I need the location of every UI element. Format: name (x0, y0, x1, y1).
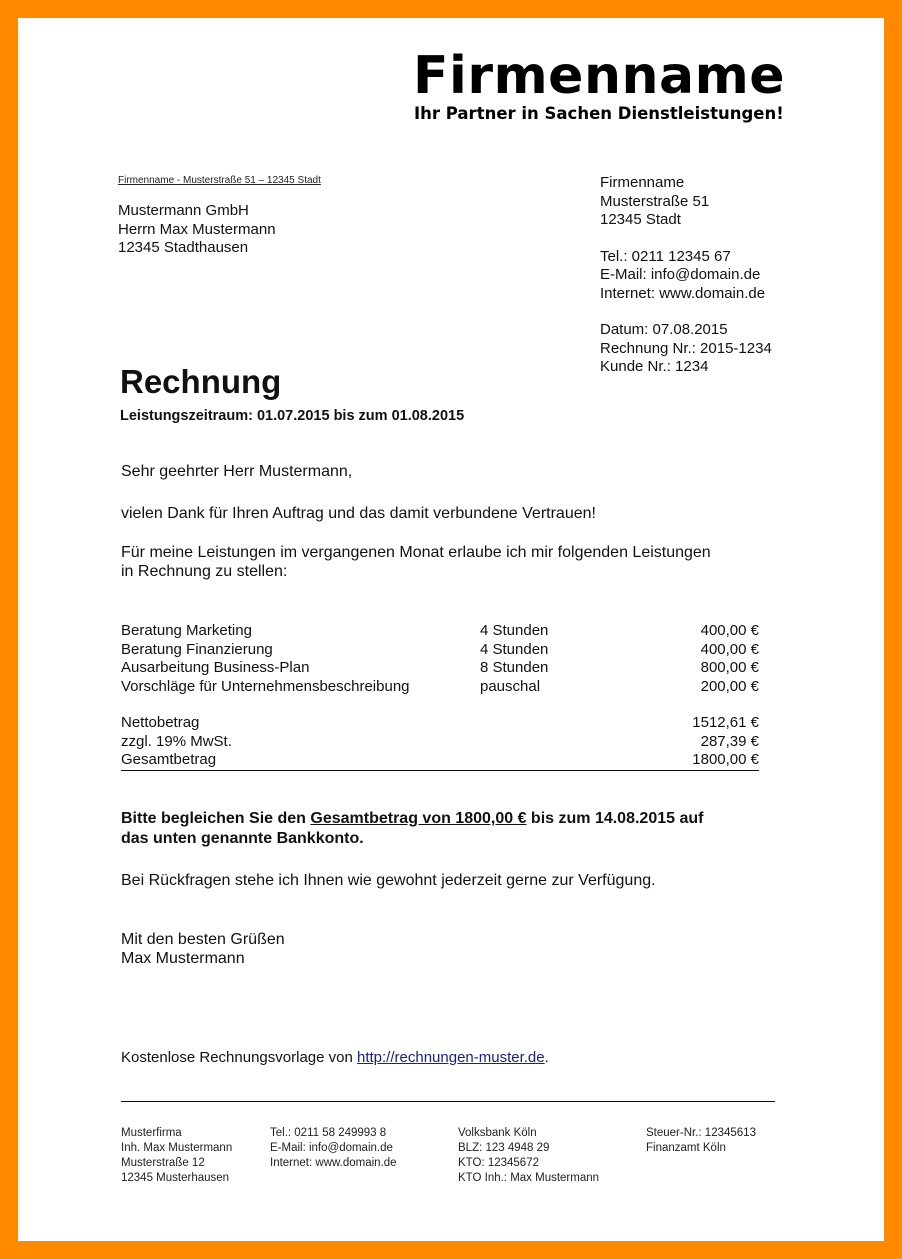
invoice-number: Rechnung Nr.: 2015-1234 (600, 339, 772, 357)
signature-name: Max Mustermann (121, 950, 245, 967)
company-name: Firmenname (413, 46, 786, 106)
item-description: Vorschläge für Unternehmensbeschreibung (121, 677, 410, 695)
footer-line: Tel.: 0211 58 249993 8 (270, 1127, 387, 1139)
footer-line: KTO: 12345672 (458, 1157, 539, 1169)
sender-block (600, 174, 772, 377)
payment-request (121, 809, 703, 849)
line-item (121, 622, 759, 641)
sender-website: Internet: www.domain.de (600, 284, 766, 302)
footer-line: Steuer-Nr.: 12345613 (646, 1127, 756, 1139)
net-row (121, 714, 759, 733)
footer-line: BLZ: 123 4948 29 (458, 1142, 550, 1154)
sender-phone: Tel.: 0211 12345 67 (600, 247, 731, 265)
net-amount: 1512,61 € (692, 714, 759, 731)
template-link[interactable]: http://rechnungen-muster.de (357, 1049, 545, 1066)
customer-number: Kunde Nr.: 1234 (600, 358, 709, 375)
invoice-page (18, 18, 884, 1241)
gross-row (121, 751, 759, 771)
gross-amount: 1800,00 € (692, 751, 759, 768)
footnote-suffix: . (544, 1049, 549, 1066)
intro-text (121, 543, 711, 581)
footer-line: Finanzamt Köln (646, 1142, 726, 1154)
closing-phrase: Mit den besten Grüßen (121, 931, 285, 948)
intro-line: Für meine Leistungen im vergangenen Monat erlaube ich mir folgenden Leistungen (121, 544, 711, 561)
template-footnote (121, 1049, 549, 1066)
footer-tax (646, 1126, 756, 1156)
sender-street: Musterstraße 51 (600, 192, 710, 210)
recipient-company: Mustermann GmbH (118, 202, 249, 219)
line-item (121, 659, 759, 678)
item-amount: 200,00 € (700, 677, 759, 695)
item-amount: 800,00 € (700, 659, 759, 676)
company-tagline: Ihr Partner in Sachen Dienstleistungen! (414, 104, 784, 123)
footer-line: Musterstraße 12 (121, 1157, 205, 1169)
payment-text: Bitte begleichen Sie den (121, 810, 311, 827)
return-address-line: Firmenname - Musterstraße 51 – 12345 Stadt (118, 175, 321, 186)
closing-block (121, 930, 285, 968)
vat-row (121, 733, 759, 752)
recipient-address (118, 202, 276, 258)
service-period: Leistungszeitraum: 01.07.2015 bis zum 01.08.2015 (120, 408, 465, 424)
net-label: Nettobetrag (121, 714, 200, 731)
line-item (121, 678, 759, 697)
footer-line: KTO Inh.: Max Mustermann (458, 1172, 600, 1184)
item-quantity: pauschal (480, 677, 541, 695)
footer-line: Inh. Max Mustermann (121, 1142, 233, 1154)
salutation: Sehr geehrter Herr Mustermann, (121, 463, 353, 480)
totals-block (121, 714, 759, 771)
footer-divider (121, 1101, 775, 1102)
item-quantity: 4 Stunden (480, 640, 549, 658)
footer-line: Internet: www.domain.de (270, 1157, 397, 1169)
recipient-city: 12345 Stadthausen (118, 239, 249, 256)
footer-company (121, 1126, 232, 1186)
sender-city: 12345 Stadt (600, 211, 681, 228)
payment-text: bis zum 14.08.2015 auf (526, 810, 704, 827)
footer-line: 12345 Musterhausen (121, 1172, 230, 1184)
document-title: Rechnung (120, 363, 282, 400)
item-quantity: 4 Stunden (480, 622, 549, 639)
footnote-text: Kostenlose Rechnungsvorlage von (121, 1049, 357, 1066)
vat-label: zzgl. 19% MwSt. (121, 732, 232, 750)
item-description: Beratung Finanzierung (121, 640, 273, 658)
thanks-text: vielen Dank für Ihren Auftrag und das damit verbundene Vertrauen! (121, 505, 596, 522)
sender-name: Firmenname (600, 174, 685, 191)
line-items (121, 622, 759, 696)
line-item (121, 641, 759, 660)
recipient-person: Herrn Max Mustermann (118, 220, 276, 238)
item-amount: 400,00 € (700, 622, 759, 639)
gross-label: Gesamtbetrag (121, 751, 217, 768)
footer-bank (458, 1126, 599, 1186)
questions-text: Bei Rückfragen stehe ich Ihnen wie gewohnt jederzeit gerne zur Verfügung. (121, 872, 656, 889)
intro-line: in Rechnung zu stellen: (121, 563, 288, 580)
item-quantity: 8 Stunden (480, 659, 549, 676)
payment-total-highlight: Gesamtbetrag von 1800,00 € (310, 810, 527, 827)
footer-line: E-Mail: info@domain.de (270, 1142, 393, 1154)
item-description: Ausarbeitung Business-Plan (121, 659, 310, 676)
payment-text: das unten genannte Bankkonto. (121, 830, 364, 847)
item-description: Beratung Marketing (121, 622, 252, 639)
footer-contact (270, 1126, 397, 1171)
item-amount: 400,00 € (700, 640, 759, 658)
footer-line: Volksbank Köln (458, 1127, 537, 1139)
vat-amount: 287,39 € (700, 732, 759, 750)
sender-email: E-Mail: info@domain.de (600, 266, 761, 283)
footer-line: Musterfirma (121, 1127, 182, 1139)
invoice-date: Datum: 07.08.2015 (600, 321, 728, 338)
